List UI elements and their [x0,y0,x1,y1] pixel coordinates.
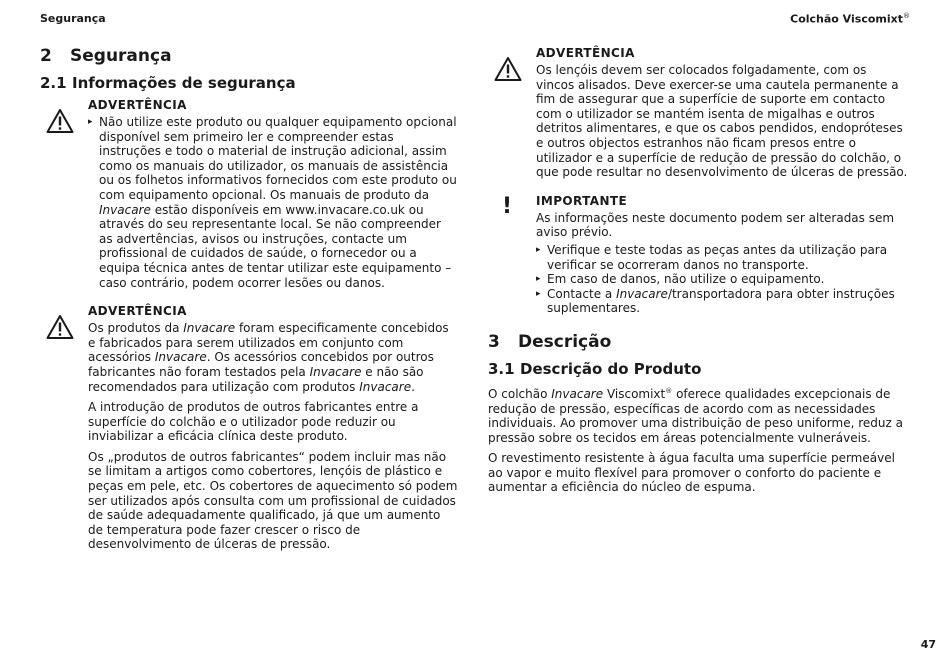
important-bullet: ▸ Verifique e teste todas as peças antes da utilização para verificar se ocorreram danos no transporte. [536,243,908,272]
registered-mark: ® [665,386,673,395]
important-bullet-list [536,243,908,316]
section-number: 2 [40,46,52,66]
brand-name: Invacare [551,386,604,401]
warning-paragraph: Os produtos da Invacare foram especificamente concebidos e fabricados para serem utilizados em conjunto com acessórios Invacare. Os acessórios concebidos por outros fabricantes não foram testados pela Invacare e não são recomendados para utilização com produtos Invacare. [88,321,449,394]
section-number: 3 [488,331,500,352]
subsection-number: 2.1 [40,74,67,92]
product-name: Colchão Viscomixt [790,12,903,26]
warning-title: ADVERTÊNCIA [88,304,187,319]
body-paragraph: O colchão Invacare Viscomixt® oferece qualidades excepcionais de redução de pressão, específicas de acordo com as necessidades individuais. Ao promover uma distribuição de peso uniforme, reduz a pressão sobre os tecidos em áreas potencialmente vulneráveis. [488,386,903,445]
important-block [488,194,908,316]
subsection-heading-2-1 [40,74,458,92]
section-title: Descrição [518,331,612,352]
warning-block-2 [40,304,458,552]
warning-triangle-icon [46,314,74,340]
warning-triangle-icon [494,56,522,82]
warning-block-3 [488,46,908,180]
warning-title: ADVERTÊNCIA [536,46,635,60]
running-header-section: Segurança [40,12,106,25]
subsection-number: 3.1 [488,359,515,378]
section-heading-3 [488,332,908,352]
warning-title: ADVERTÊNCIA [88,98,187,112]
important-title: IMPORTANTE [536,193,628,208]
body-paragraph: O revestimento resistente à água faculta uma superfície permeável ao vapor e muito flexível para promover o conforto do paciente e aumentar a eficiência do núcleo de espuma. [488,451,895,495]
warning-bullet-list [88,115,458,290]
section-title: Segurança [70,46,172,66]
warning-triangle-icon [46,108,74,134]
registered-mark: ® [903,12,910,20]
important-paragraph: As informações neste documento podem ser alteradas sem aviso prévio. [536,210,895,240]
warning-paragraph: Os lençóis devem ser colocados folgadamente, com os vincos alisados. Deve exercer-se uma cautela permanente a fim de assegurar que a superfície de suporte em contacto com o utilizador se mantém isenta de migalhas e outros detritos alimentares, e que os cabos pendidos, endopróteses e outros objectos estranhos não ficam presos entre o utilizador e a superfície de redução de pressão do colchão, o que pode resultar no desenvolvimento de úlceras de pressão. [536,63,908,180]
warning-block-1 [40,98,458,290]
warning-paragraph: A introdução de produtos de outros fabricantes entre a superfície do colchão e o utilizador pode reduzir ou inviabilizar a eficácia clínica deste produto. [88,400,419,444]
important-bullet: ▸ Contacte a Invacare/transportadora para obter instruções suplementares. [536,287,908,316]
warning-paragraph: Os „produtos de outros fabricantes“ podem incluir mas não se limitam a artigos como cobertores, lençóis de plástico e peças em pele, etc. Os cobertores de aquecimento só podem ser utilizados após consulta com um profissional de cuidados de saúde adequadamente qualificado, já que um aumento de temperatura pode fazer crescer o risco de desenvolvimento de úlceras de pressão. [88,449,458,552]
left-column [40,46,458,566]
exclamation-icon: ! [502,193,513,219]
subsection-title: Descrição do Produto [520,359,702,378]
brand-name: Invacare [616,286,668,301]
warning-bullet: ▸ Não utilize este produto ou qualquer equipamento opcional disponível sem primeiro ler e compreender estas instruções e todo o material de instrução adicional, assim como os manuais do utilizador, os manuais de assistência ou os folhetos informativos fornecidos com este produto ou com equipamento opcional. Os manuais de produto da Invacare estão disponíveis em www.invacare.co.uk ou através do seu representante local. Se não compreender as advertências, avisos ou instruções, contacte um profissional de cuidados de saúde, o fornecedor ou a equipa técnica antes de tentar utilizar este equipamento – caso contrário, podem ocorrer lesões ou danos. [88,115,458,290]
important-bullet: ▸ Em caso de danos, não utilize o equipamento. [536,272,908,287]
right-column [488,46,908,501]
subsection-heading-3-1 [488,360,908,378]
subsection-title: Informações de segurança [72,74,296,92]
page-number: 47 [920,638,936,651]
section-heading-2 [40,46,458,66]
brand-name: Invacare [99,202,151,217]
running-header-product [790,12,910,26]
